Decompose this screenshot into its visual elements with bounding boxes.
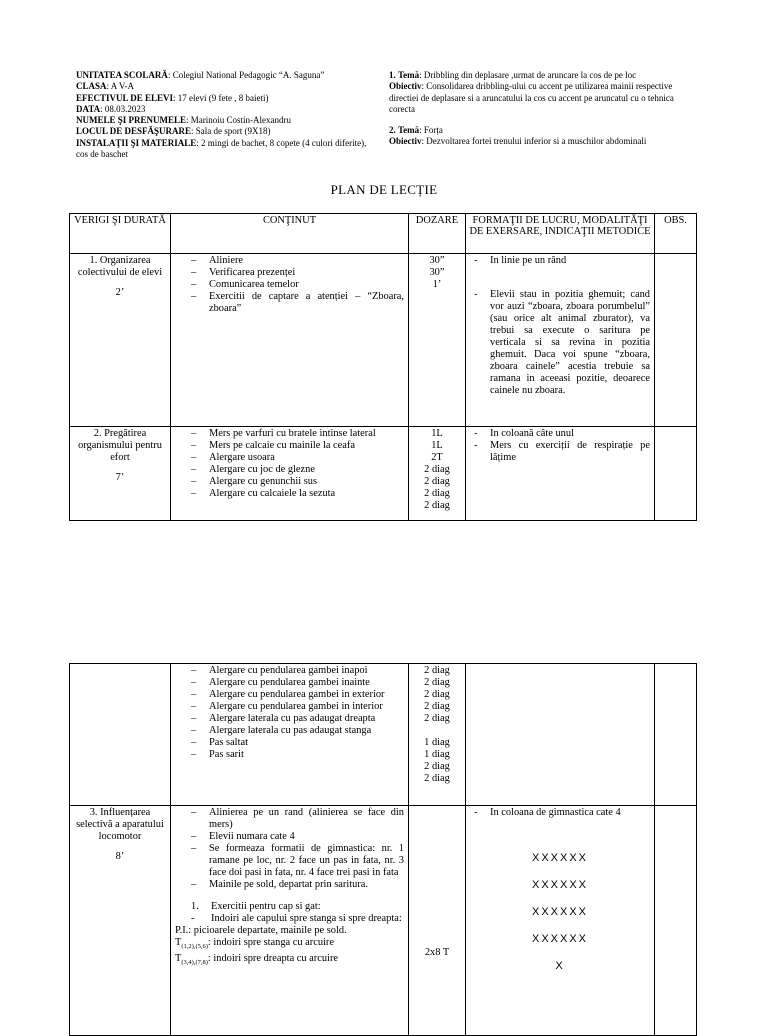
dozare-value <box>409 725 465 737</box>
metodica-cell <box>466 427 655 521</box>
exercise-subitem: - Indoiri ale capului spre stanga si spre dreapta: <box>171 913 408 925</box>
verigi-cell <box>70 254 171 427</box>
tema-2: 2. Temă: Forța <box>389 125 443 136</box>
list-item: – Alergare cu pendularea gambei inainte <box>177 677 404 689</box>
dozare-value: 2T <box>431 452 443 463</box>
continut-cell <box>171 806 409 1036</box>
dozare-value: 1 diag <box>424 749 450 760</box>
list-item: – Alergare cu pendularea gambei in interior <box>177 701 404 713</box>
metodica-cell <box>466 664 655 806</box>
list-item: – Alinierea pe un rand (alinierea se face din mers) <box>177 807 404 831</box>
durata-label: 8’ <box>115 851 125 862</box>
list-item: – Mers pe varfuri cu bratele intinse lateral <box>177 428 404 440</box>
dozare-value: 2 diag <box>424 689 450 700</box>
list-item: – Pas sarit <box>177 749 404 761</box>
dozare-value: 2 diag <box>424 701 450 712</box>
header-unitatea: UNITATEA SCOLARĂ: Colegiul National Pedagogic “A. Saguna” <box>76 70 325 80</box>
obs-cell <box>655 806 697 1036</box>
header-dozare: DOZARE <box>409 214 466 254</box>
durata-label: 2’ <box>115 287 125 298</box>
formation-row: XXXXXX <box>531 852 589 864</box>
metodica-cell <box>466 254 655 427</box>
verigi-label: 3. Influențarea selectivă a aparatului locomotor <box>76 807 164 842</box>
verigi-cell <box>70 664 171 806</box>
table-row-organizare <box>70 254 697 427</box>
list-item: – Comunicarea temelor <box>177 279 404 291</box>
list-item: – Alergare cu pendularea gambei in exterior <box>177 689 404 701</box>
list-item: – Alergare cu calcaiele la sezuta <box>177 488 404 500</box>
timing-2: $T_{(3,4),(7,8)}$: indoiri spre dreapta cu arcuire <box>175 953 339 967</box>
dozare-value: 2 diag <box>424 476 450 487</box>
table-row-pregatire <box>70 427 697 521</box>
dozare-value: 2 diag <box>424 665 450 676</box>
table-header-row <box>70 214 697 254</box>
verigi-cell <box>70 806 171 1036</box>
metodica-item: - Elevii stau in pozitia ghemuit; cand vor auzi “zboara, zboara porumbelul” (sau orice alt animal zburator), va trebui sa execute o saritura pe verticala si sa revina in pozitia ghemuit. Daca voi spune “zboara, zboara cainele” acestia trebuie sa ramana in aceeasi pozitie, deoarece cainele nu zboara. <box>470 289 650 397</box>
exercise-heading: 1. Exercitii pentru cap si gat: <box>191 901 321 912</box>
header-nume: NUMELE ŞI PRENUMELE: Marinoiu Costin-Alexandru <box>76 115 292 126</box>
list-item: – Alergare usoara <box>177 452 404 464</box>
header-formatii: FORMAŢII DE LUCRU, MODALITĂŢI DE EXERSARE, INDICAŢII METODICE <box>466 214 655 254</box>
header-right <box>389 70 689 148</box>
table-row-influentare <box>70 806 697 1036</box>
dozare-value: 30” <box>429 255 445 266</box>
metodica-item: - In coloana de gimnastica cate 4 <box>470 807 650 819</box>
header-locul: LOCUL DE DESFĂŞURARE: Sala de sport (9X18) <box>76 126 271 137</box>
header-instalatii: INSTALAŢII ŞI MATERIALE: 2 mingi de bachet, 8 copete (4 culori diferite), cos de baschet <box>76 137 367 160</box>
list-item: – Se formeaza formatii de gimnastica: nr. 1 ramane pe loc, nr. 2 face un pas in fata, nr. 3 face doi pasi in fata, nr. 4 face trei pasi in fata <box>177 843 404 879</box>
metodica-item: - In linie pe un rând <box>470 255 650 267</box>
dozare-value: 1L <box>431 428 443 439</box>
list-item: – Verificarea prezențeі <box>177 267 404 279</box>
dozare-value: 2 diag <box>424 677 450 688</box>
verigi-label: 2. Pregătirea organismului pentru efort <box>78 428 162 463</box>
dozare-value: 2 diag <box>424 464 450 475</box>
dozare-value: 1’ <box>432 279 442 290</box>
obs-cell <box>655 254 697 427</box>
list-item: – Alergare cu joc de glezne <box>177 464 404 476</box>
lesson-table-page-2 <box>69 663 697 1036</box>
obs-cell <box>655 664 697 806</box>
continut-cell <box>171 427 409 521</box>
header-efectiv: EFECTIVUL DE ELEVI: 17 elevi (9 fete , 8 baieti) <box>76 92 269 103</box>
list-item: – Aliniere <box>177 255 404 267</box>
list-item: – Elevii numara cate 4 <box>177 831 404 843</box>
list-item: – Mainile pe sold, departat prin saritura. <box>177 879 404 891</box>
dozare-cell <box>409 254 466 427</box>
list-item: – Exercitii de captare a atenției – “Zboara, zboara” <box>177 291 404 315</box>
obiectiv-2: Obiectiv: Dezvoltarea fortei trenului inferior si a muschilor abdominali <box>389 136 647 147</box>
header-continut: CONŢINUT <box>171 214 409 254</box>
continut-cell <box>171 664 409 806</box>
dozare-value: 1L <box>431 440 443 451</box>
list-item: – Mers pe calcaie cu mainile la ceafa <box>177 440 404 452</box>
teacher-mark: X <box>555 960 565 972</box>
tema-1: 1. Temă: Dribbling din deplasare ,urmat de aruncare la cos de pe loc <box>389 70 637 80</box>
header-verigi: VERIGI ŞI DURATĂ <box>70 214 171 254</box>
durata-label: 7’ <box>115 472 125 483</box>
list-item: – Alergare laterala cu pas adaugat dreapta <box>177 713 404 725</box>
dozare-value: 1 diag <box>424 737 450 748</box>
list-item: – Alergare cu genunchii sus <box>177 476 404 488</box>
list-item: – Alergare laterala cu pas adaugat stanga <box>177 725 404 737</box>
page-title: PLAN DE LECȚIE <box>330 182 438 197</box>
initial-position: P.I.: picioarele departate, mainile pe sold. <box>175 925 347 936</box>
dozare-value: 2 diag <box>424 773 450 784</box>
metodica-item: - Mers cu exerciții de respirație pe lățime <box>470 440 650 464</box>
metodica-item: - In coloană câte unul <box>470 428 650 440</box>
verigi-cell <box>70 427 171 521</box>
dozare-value: 2x8 T <box>424 947 450 958</box>
dozare-value: 2 diag <box>424 500 450 511</box>
dozare-value: 30” <box>429 267 445 278</box>
metodica-cell <box>466 806 655 1036</box>
dozare-value: 2 diag <box>424 761 450 772</box>
table-row-pregatire-cont <box>70 664 697 806</box>
header-data: DATA: 08.03.2023 <box>76 103 146 114</box>
header-left <box>76 70 376 160</box>
formation-row: XXXXXX <box>531 879 589 891</box>
dozare-cell <box>409 427 466 521</box>
dozare-value: 2 diag <box>424 488 450 499</box>
verigi-label: 1. Organizarea colectivului de elevi <box>77 255 163 278</box>
dozare-value: 2 diag <box>424 713 450 724</box>
list-item: – Pas saltat <box>177 737 404 749</box>
header-clasa: CLASA: A V-A <box>76 81 135 92</box>
list-item: – Alergare cu pendularea gambei inapoi <box>177 665 404 677</box>
obs-cell <box>655 427 697 521</box>
dozare-cell <box>409 664 466 806</box>
obiectiv-1: Obiectiv: Consolidarea dribbling-ului cu accent pe utilizarea mainii respective directiei de deplasare si a aruncatului la cos cu accent pe aruncatul cu o tehnica corecta <box>389 81 674 114</box>
timing-1: $T_{(1,2),(5,6)}$: indoiri spre stanga cu arcuire <box>175 937 334 951</box>
formation-row: XXXXXX <box>531 933 589 945</box>
header-obs: OBS. <box>655 214 697 254</box>
continut-cell <box>171 254 409 427</box>
lesson-table-page-1 <box>69 213 697 521</box>
formation-row: XXXXXX <box>531 906 589 918</box>
dozare-cell <box>409 806 466 1036</box>
